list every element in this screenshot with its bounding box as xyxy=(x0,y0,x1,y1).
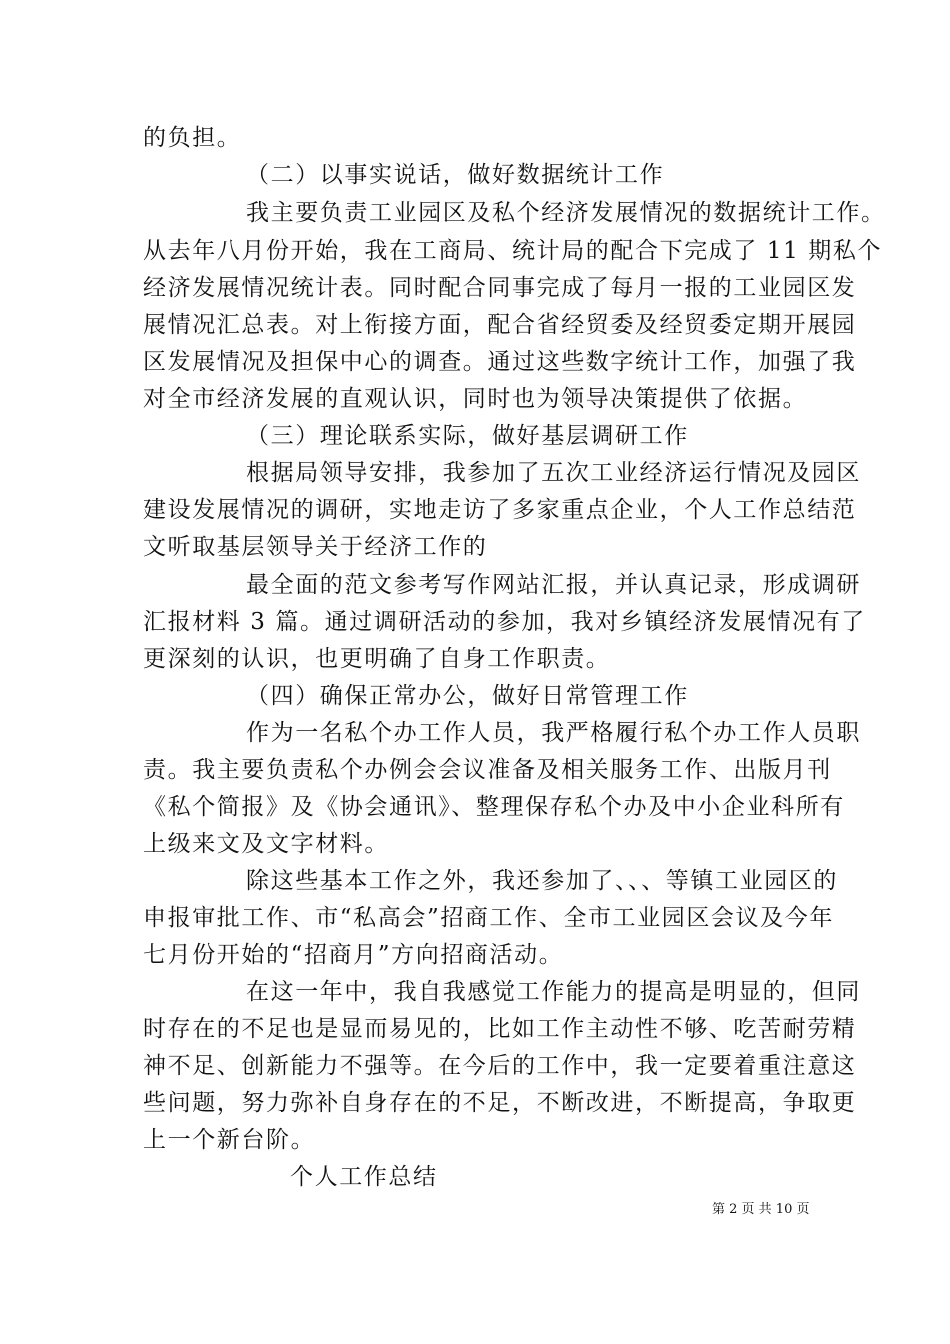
body-text-line: 除这些基本工作之外，我还参加了、、、等镇工业园区的 xyxy=(246,868,838,894)
section-heading: （三）理论联系实际，做好基层调研工作 xyxy=(246,423,689,449)
body-text-line: 申报审批工作、市“私高会”招商工作、全市工业园区会议及今年 xyxy=(143,905,834,931)
page-number-footer: 第 2 页 共 10 页 xyxy=(712,1202,810,1217)
body-text-line: 责。我主要负责私个办例会会议准备及相关服务工作、出版月刊 xyxy=(143,757,832,783)
body-text-line: 些问题，努力弥补自身存在的不足，不断改进，不断提高，争取更 xyxy=(143,1090,857,1116)
body-text-line: 上级来文及文字材料。 xyxy=(143,831,389,857)
body-text-line: 经济发展情况统计表。同时配合同事完成了每月一报的工业园区发 xyxy=(143,275,857,301)
body-text-line: 根据局领导安排，我参加了五次工业经济运行情况及园区 xyxy=(246,460,861,486)
body-text-line: 对全市经济发展的直观认识，同时也为领导决策提供了依据。 xyxy=(143,386,808,412)
body-text-line: 时存在的不足也是显而易见的，比如工作主动性不够、吃苦耐劳精 xyxy=(143,1016,857,1042)
body-text-line: 建设发展情况的调研，实地走访了多家重点企业，个人工作总结范 xyxy=(143,497,857,523)
section-heading: （二）以事实说话，做好数据统计工作 xyxy=(246,162,665,188)
body-text-line: 更深刻的认识，也更明确了自身工作职责。 xyxy=(143,646,611,672)
body-text-line: 神不足、创新能力不强等。在今后的工作中，我一定要着重注意这 xyxy=(143,1053,857,1079)
body-text-line: 《私个简报》及《协会通讯》、整理保存私个办及中小企业科所有 xyxy=(143,794,845,820)
body-text-line: 从去年八月份开始，我在工商局、统计局的配合下完成了 11 期私个 xyxy=(143,238,883,264)
body-text-line: 区发展情况及担保中心的调查。通过这些数字统计工作，加强了我 xyxy=(143,349,857,375)
body-text-line: 我主要负责工业园区及私个经济发展情况的数据统计工作。 xyxy=(246,200,886,226)
body-text-line: 七月份开始的“招商月”方向招商活动。 xyxy=(143,942,564,968)
body-text-line: 的负担。 xyxy=(143,125,242,151)
document-title: 个人工作总结 xyxy=(290,1164,438,1190)
body-text-line: 展情况汇总表。对上衔接方面，配合省经贸委及经贸委定期开展园 xyxy=(143,312,857,338)
body-text-line: 汇报材料 3 篇。通过调研活动的参加，我对乡镇经济发展情况有了 xyxy=(143,609,866,635)
body-text-line: 在这一年中，我自我感觉工作能力的提高是明显的，但同 xyxy=(246,979,861,1005)
body-text-line: 最全面的范文参考写作网站汇报，并认真记录，形成调研 xyxy=(246,572,861,598)
section-heading: （四）确保正常办公，做好日常管理工作 xyxy=(246,683,689,709)
body-text-line: 文听取基层领导关于经济工作的 xyxy=(143,534,488,560)
body-text-line: 作为一名私个办工作人员，我严格履行私个办工作人员职 xyxy=(246,720,861,746)
body-text-line: 上一个新台阶。 xyxy=(143,1127,316,1153)
